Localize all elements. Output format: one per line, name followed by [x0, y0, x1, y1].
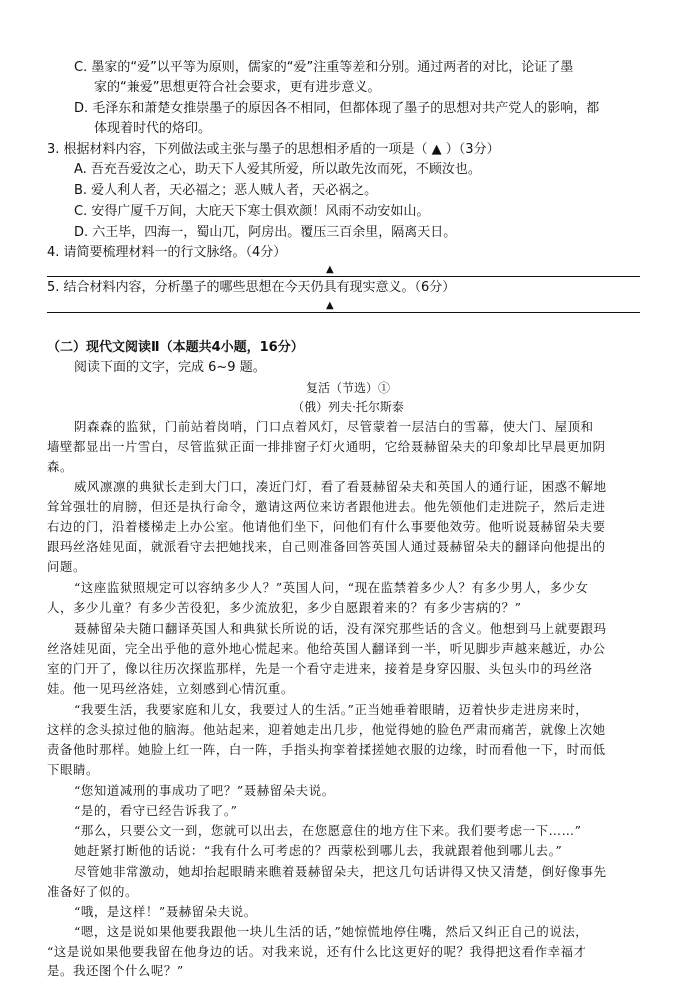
section-2-instruction: 阅读下面的文字，完成 6~9 题。: [74, 360, 266, 375]
option-d-line2: 体现着时代的烙印。: [94, 121, 212, 136]
section-2-heading: （二）现代文阅读Ⅱ（本题共4小题，16分）: [47, 340, 304, 355]
question-3-option-b: B. 爱人利人者，天必福之；恶人贼人者，天必祸之。: [74, 183, 378, 198]
passage-line: 她赶紧打断他的话说：“我有什么可考虑的？西蒙松到哪儿去，我就跟着他到哪儿去。”: [74, 843, 563, 858]
passage-line: 责备他时那样。她脸上红一阵，白一阵，手指头拘挛着揉搓她衣服的边缘，时而看他一下，时而低: [47, 742, 606, 757]
passage-line: “哦，是这样！”聂赫留朵夫说。: [74, 904, 257, 919]
option-d-line1: D. 毛泽东和萧楚女推崇墨子的原因各不相同，但都体现了墨子的思想对共产党人的影响，都: [74, 101, 600, 116]
passage-line: “嗯，这是说如果他要我跟他一块儿生活的话，”她惊慌地停住嘴，然后又纠正自己的说法，: [74, 924, 589, 939]
passage-line: 威风凛凛的典狱长走到大门口，凑近门灯，看了看聂赫留朵夫和英国人的通行证，困惑不解地: [74, 479, 607, 494]
passage-line: 娃。他一见玛丝洛娃，立刻感到心情沉重。: [47, 681, 294, 696]
passage-line: 聂赫留朵夫随口翻译英国人和典狱长所说的话，没有深究那些话的含义。他想到马上就要跟玛: [74, 621, 607, 636]
question-4-answer-mark: ▲: [326, 264, 334, 275]
passage-line: 森。: [47, 459, 73, 474]
passage-line: 下眼睛。: [47, 762, 99, 777]
question-3-stem: 3. 根据材料内容，下列做法或主张与墨子的思想相矛盾的一项是（ ▲ ）（3分）: [47, 142, 500, 157]
passage-line: 是。我还图个什么呢？”: [47, 963, 184, 978]
passage-line: “这座监狱照规定可以容纳多少人？”英国人问，“现在监禁着多少人？有多少男人，多少女: [74, 580, 589, 595]
question-5-answer-line: [47, 312, 640, 313]
option-c-line2: 家的“兼爱”思想更符合社会要求，更有进步意义。: [94, 80, 381, 95]
question-5-stem: 5. 结合材料内容，分析墨子的哪些思想在今天仍具有现实意义。（6分）: [47, 280, 456, 295]
question-4-stem: 4. 请简要梳理材料一的行文脉络。（4分）: [47, 245, 287, 260]
passage-line: 跟玛丝洛娃见面，就派看守去把她找来，自己则准备回答英国人通过聂赫留朵夫的翻译向他提出的: [47, 539, 606, 554]
question-4-answer-line: [47, 276, 640, 277]
question-5-answer-mark: ▲: [326, 300, 334, 311]
passage-line: “我要生活，我要家庭和儿女，我要过人的生活。”正当她垂着眼睛，迈着快步走进房来时，: [74, 702, 589, 717]
passage-line: 尽管她非常激动，她却抬起眼睛来瞧着聂赫留朵夫，把这几句话讲得又快又清楚，倒好像事先: [74, 864, 607, 879]
passage-line: 墙壁都显出一片雪白，尽管监狱正面一排排窗子灯火通明，它给聂赫留朵夫的印象却比早晨更加阴: [47, 439, 606, 454]
passage-line: 人，多少儿童？有多少苦役犯，多少流放犯，多少自愿跟着来的？有多少害病的？”: [47, 600, 522, 615]
passage-line: “这是说如果他要我留在他身边的话。对我来说，还有什么比这更好的呢？我得把这看作幸福才: [47, 944, 587, 959]
passage-line: 右边的门，沿着楼梯走上办公室。他请他们坐下，问他们有什么事要他效劳。他听说聂赫留朵夫要: [47, 519, 606, 534]
passage-line: 耸耸强壮的肩膀，但还是执行命令，邀请这两位来访者跟他进去。他先领他们走进院子，然后走进: [47, 499, 606, 514]
question-3-option-d: D. 六王毕，四海一，蜀山兀，阿房出。覆压三百余里，隔离天日。: [74, 225, 457, 240]
passage-line: “您知道减刑的事成功了吧？”聂赫留朵夫说。: [74, 783, 335, 798]
passage-line: “那么，只要公文一到，您就可以出去，在您愿意住的地方住下来。我们要考虑一下……”: [74, 823, 582, 838]
text-author: （俄）列夫·托尔斯泰: [292, 400, 404, 414]
passage-line: 阴森森的监狱，门前站着岗哨，门口点着风灯，尽管蒙着一层洁白的雪幕，使大门、屋顶和: [74, 419, 594, 434]
passage-line: 这样的念头掠过他的脑海。他站起来，迎着她走出几步，他觉得她的脸色严肃而痛苦，就像上次她: [47, 722, 606, 737]
passage-line: 丝洛娃见面，完全出乎他的意外地心慌起来。他给英国人翻译到一半，听见脚步声越来越近，办公: [47, 641, 606, 656]
text-title: 复活（节选）①: [305, 381, 390, 395]
passage-line: 准备好了似的。: [47, 884, 138, 899]
passage-line: 问题。: [47, 559, 86, 574]
question-3-option-c: C. 安得广厦千万间，大庇天下寒士俱欢颜！风雨不动安如山。: [74, 204, 430, 219]
option-c-line1: C. 墨家的“爱”以平等为原则，儒家的“爱”注重等差和分别。通过两者的对比，论证了墨: [74, 60, 574, 75]
question-3-option-a: A. 吾充吾爱汝之心，助天下人爱其所爱，所以敢先汝而死，不顾汝也。: [74, 162, 481, 177]
passage-line: “是的，看守已经告诉我了。”: [74, 803, 238, 818]
passage-line: 室的门开了，像以往历次探监那样，先是一个看守走进来，接着是身穿囚服、头包头巾的玛丝洛: [47, 661, 593, 676]
